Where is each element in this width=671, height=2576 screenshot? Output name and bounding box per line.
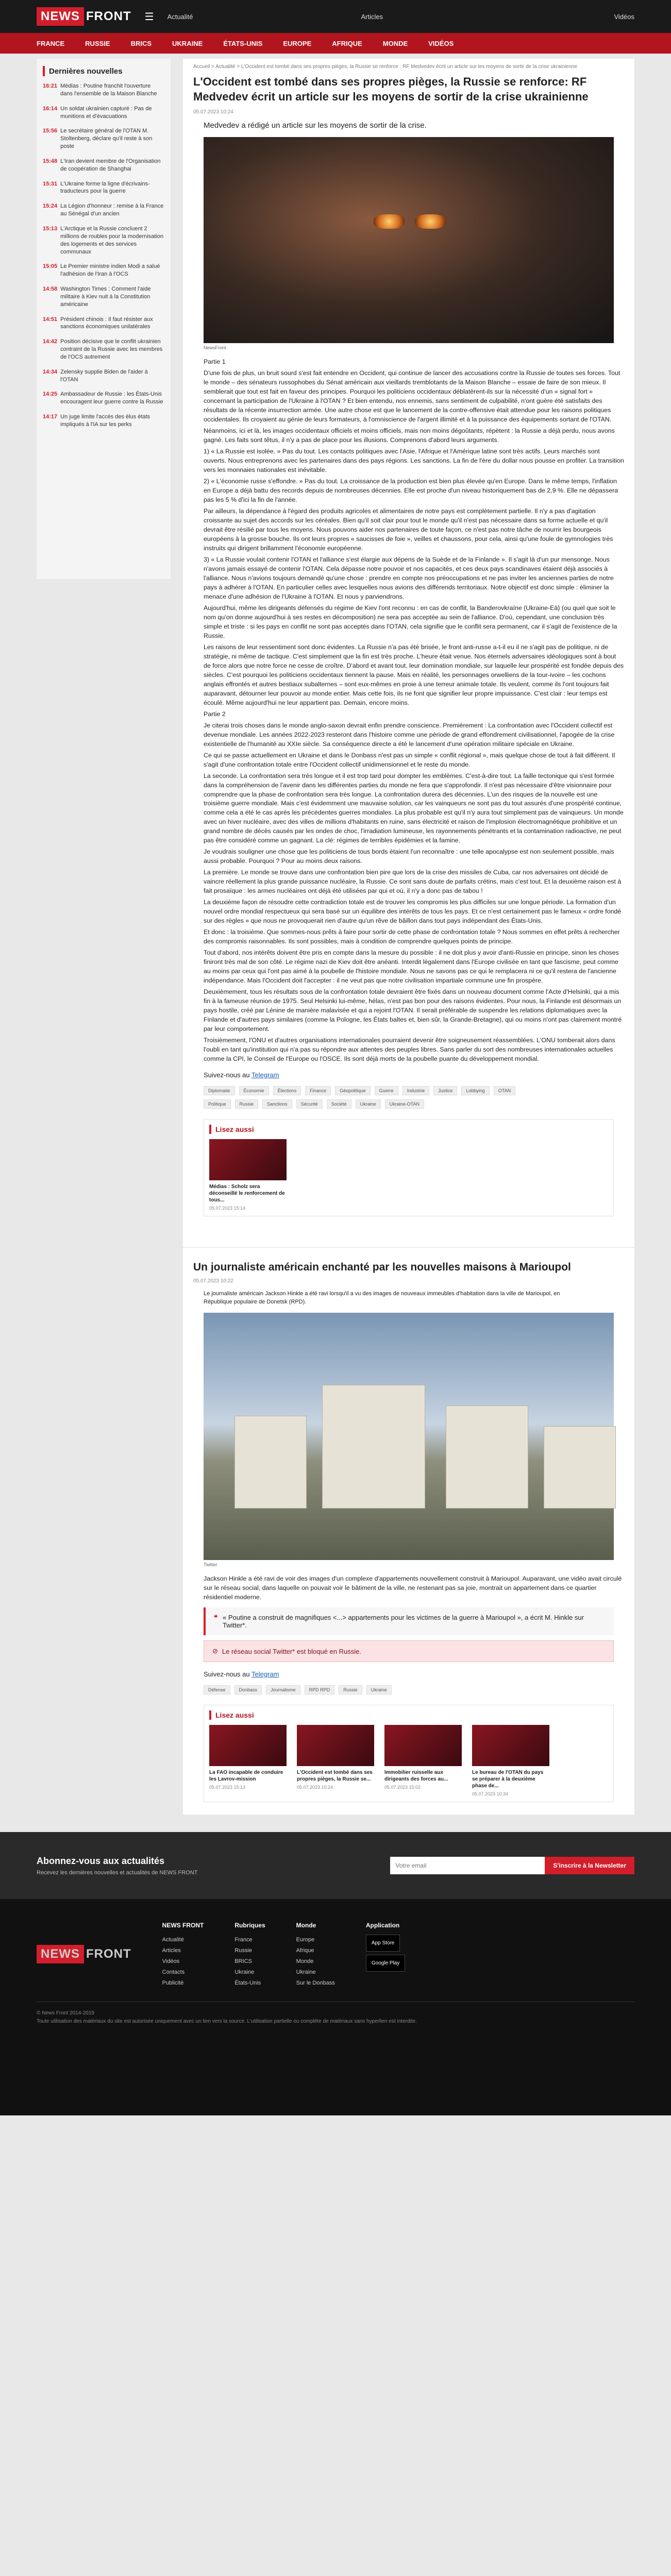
- footer-link[interactable]: Afrique: [296, 1947, 314, 1954]
- footer-link[interactable]: BRICS: [234, 1958, 252, 1964]
- sidebar-heading: [43, 66, 164, 76]
- photo2-caption: Twitter: [204, 1562, 217, 1568]
- article2-lead: Le journaliste américain Jackson Hinkle a été ravi lorsqu'il a vu des images de nouveaux immeubles d'habitation dans la ville de Marioupol, en République populaire de Donetsk (RPD).: [204, 1291, 560, 1306]
- footer-link[interactable]: Articles: [162, 1947, 181, 1954]
- nav-item-brics[interactable]: BRICS: [130, 39, 152, 47]
- sidebar-title: Dernières nouvelles: [49, 66, 123, 76]
- footer-link[interactable]: États-Unis: [234, 1979, 261, 1986]
- twitter-warning: ⊘ Le réseau social Twitter* est bloqué en Russie.: [204, 1640, 614, 1662]
- telegram-follow: Suivez-nous au Telegram: [204, 1071, 279, 1079]
- tag[interactable]: OTAN: [494, 1086, 515, 1095]
- footer-legal: [37, 2002, 634, 2026]
- breadcrumb[interactable]: Accueil > Actualité > L'Occident est tombé dans ses propres pièges, la Russie se renforce : RF Medvedev écrit un article sur les moyens de sortir de la crise ukrainienne: [193, 64, 578, 70]
- article-paragraph: Par ailleurs, la dépendance à l'égard des produits agricoles et alimentaires de notre pays est complètement partielle. Il n'y a pas d'agitation croissante au sujet des accords sur les céréales. Bien qu'il soit clair pour tout le monde qu'il n'est pas nécessaire dans sa forme actuelle et qu'il devrait être résilié par tous les moyens. Nous pouvons aider nos partenaires de toute façon, ce n'est pas notre tâche de nourrir les bourgeois européens à la grosse bouche. Ils ont leurs propres « saucisses de foie », veilles et chaussons, pour cela, ainsi qu'une foule de gymnologies très instruits qui dirigent brillamment l'économie européenne.: [204, 507, 613, 552]
- related-article-card[interactable]: L'Occident est tombé dans ses propres pièges, la Russie se... 05.07.2023 10:24: [297, 1725, 374, 1797]
- newsletter-subscribe-button[interactable]: S'inscrire à la Newsletter: [545, 1857, 634, 1874]
- footer-col-apps: Application App Store Google Play: [366, 1920, 405, 1988]
- sidebar-news-item[interactable]: 15:05 Le Premier ministre indien Modi a salué l'adhésion de l'Iran à l'OCS: [43, 263, 160, 278]
- site-logo[interactable]: [37, 7, 131, 26]
- google-play-button[interactable]: Google Play: [366, 1955, 405, 1972]
- read-also-heading: Lisez aussi: [209, 1125, 608, 1134]
- latest-news-sidebar: [37, 59, 171, 579]
- main-nav: [0, 33, 671, 54]
- sunglasses-lens-right: [415, 214, 446, 229]
- footer-col-3: Monde Europe Afrique Monde Ukraine Sur le Donbass: [296, 1922, 335, 1986]
- telegram-link-2[interactable]: Telegram: [251, 1670, 279, 1679]
- article-tags: [193, 1086, 523, 1109]
- article-paragraph: Partie 2: [204, 710, 226, 718]
- tag[interactable]: Économie: [239, 1086, 269, 1095]
- article-paragraph: Les raisons de leur ressentiment sont donc évidentes. La Russie n'a pas été brisée, le front anti-russe a-t-il eu il ne s'agit pas de politique, ni de stratégie, ni même de tactique. C'est simplement que la fin est très proche. L'heure était venue. Nos éternels adversaires idéologiques sont à bout de force alors que notre force ne cesse de croître. D'abord et avant tout, leur domination mondiale, sur laquelle leur prospérité est fondée depuis des siècles. C'est pourquoi les politiciens occidentaux tiennent la pause. Mais en réalité, les personnages orwelliens de la tour-ivoire – les cochons anglais effrontés et autres bestiaux subalternes – sont eux-mêmes en proie à une terreur animale totale. Ils veulent, comme ils l'ont toujours fait auparavant, détourner leur pouvoir au monde entier. Mais cette fois, ils ne font que signifier leur propre impuissance. C'est clair : leur temps est écoulé. Même aujourd'hui ne leur appartient pas. Demain, encore moins.: [204, 643, 624, 706]
- article-photo: [204, 137, 614, 343]
- building-shape: [544, 1426, 616, 1509]
- newsletter-form: [390, 1857, 634, 1874]
- tag[interactable]: Diplomatie: [204, 1086, 235, 1095]
- sunglasses-lens-left: [374, 214, 405, 229]
- legal-notice: Toute utilisation des matériaux du site est autorisée uniquement avec un lien vers la source. L'utilisation partielle ou complète de matériaux sans hyperlien est interdite.: [37, 2019, 417, 2025]
- article-lead: Medvedev a rédigé un article sur les moyens de sortir de la crise.: [204, 121, 427, 130]
- app-store-button[interactable]: App Store: [366, 1935, 400, 1952]
- telegram-link[interactable]: Telegram: [251, 1071, 279, 1079]
- article-paragraph: Partie 1: [204, 358, 226, 366]
- article-paragraph: D'une fois de plus, un bruit sourd s'est fait entendre en Occident, qui continue de lancer des accusations contre la Russie de toutes ses forces. Tout le monde – des sénateurs russophobes du Sénat américain aux vieillards tremblotants de la Maison Blanche – essaie de faire de son mieux. Il semblerait que tout est fait en faveur des principes. Pourquoi les politiciens occidentaux déblatèrent-ils sur la nécessité d'un « signal fort » concernant la participation de l'Ukraine à l'OTAN ? Et bien entendu, nos ennemis, sans sentiment de culpabilité, n'ont guère été satisfaits des résultats de la récente insurrection armée. Une autre chose est que le lancement de la contre-offensive était attendue pour les raisons politiques occidentales. Ils croyaient au génie de leurs formateurs, à l'omniscience de l'argent illimité et à la puissance des équipements sortant de l'OTAN.: [204, 369, 620, 423]
- sidebar-news-item[interactable]: 15:48 L'Iran devient membre de l'Organisation de coopération de Shanghai: [43, 158, 161, 172]
- article-paragraph: Tout d'abord, nos intérêts doivent être pris en compte dans la mesure du possible : il ne doit plus y avoir d'anti-Russie en principe, sinon les choses finiront très mal de son côté. Le régime nazi de Kiev doit être anéanti. Interdit légalement dans l'Europe civilisée en tant que fascisme, peut comme au moins par ceux qui l'ont pas aimé à la poubelle de l'histoire mondiale. Nous ne savons pas ce qui le remplacera ni ce qu'il restera de l'ancienne indépendance. Mais l'Occident doit l'accepter : il ne veut pas que notre civilisation impartiale commune une fin prospère.: [204, 949, 619, 985]
- article-paragraph: Troisièmement, l'ONU et d'autres organisations internationales pourraient devenir être soigneusement réassemblées. L'ONU tomberait alors dans l'oubli en tant qu'institution qui n'a pas su répondre aux attentes des peuples libres. Sans parler du sort des nombreuses internationales actuelles comme la CPI, le Conseil de l'Europe ou l'OSCE. Ils sont déjà morts de la poubelle puante du développement mondial.: [204, 1037, 615, 1063]
- sidebar-news-item[interactable]: 16:21 Médias : Poutine franchit l'ouverture dans l'ensemble de la Maison Blanche: [43, 83, 157, 97]
- tag[interactable]: Élections: [273, 1086, 301, 1095]
- article-title: L'Occident est tombé dans ses propres pièges, la Russie se renforce: RF Medvedev écrit un article sur les moyens de sortir de la crise ukrainienne: [193, 75, 589, 103]
- site-footer: [0, 1899, 671, 2115]
- article-paragraph: Et donc : la troisième. Que sommes-nous prêts à faire pour sortir de cette phase de confrontation totale ? Nous sommes en effet prêts à rechercher des compromis raisonnables. Ils sont possibles, mais à condition de comprendre quelques points de principe.: [204, 928, 620, 945]
- footer-link[interactable]: Russie: [234, 1947, 252, 1954]
- related-article-image: [209, 1139, 287, 1180]
- nav-item-etats-unis[interactable]: ÉTATS-UNIS: [223, 39, 263, 47]
- article2-quote: ❝ « Poutine a construit de magnifiques <...> appartements pour les victimes de la guerre à Marioupol », a écrit M. Hinkle sur Twitter*.: [204, 1607, 614, 1635]
- article-paragraph: 2) « L'économie russe s'effondre. » Pas du tout. La croissance de la production est bien plus élevée qu'en Europe. Dans le même temps, l'inflation en Europe a déjà battu des records depuis de nombreuses décennies. Elle est proche d'un niveau historiquement bas de 2,9 %. Elle ne dépassera pas les 5 % d'ici la fin de l'année.: [204, 478, 618, 503]
- article-meta: [193, 109, 624, 115]
- sidebar-news-item[interactable]: 14:17 Un juge limite l'accès des élus états impliqués à l'IA sur les perks: [43, 414, 150, 428]
- footer-link[interactable]: Sur le Donbass: [296, 1979, 335, 1986]
- tag[interactable]: Finance: [305, 1086, 331, 1095]
- related-article-image: [384, 1725, 462, 1766]
- article-body: [193, 358, 624, 1064]
- tag[interactable]: Russie: [235, 1099, 259, 1109]
- article-paragraph: La seconde. La confrontation sera très longue et il est trop tard pour dompter les emblèmes. C'est-à-dire tout. La faille tectonique qui s'est formée dans la compréhension de l'avenir dans les différentes parties du monde ne fera que s'approfondir. Il n'est pas nécessaire d'être visionnaire pour comprendre que la phase de confrontation sera très longue. La confrontation durera des décennies. L'un des risques de la nouvelle est une troisième guerre mondiale. Mais c'est évidemment une mauvaise solution, car les vainqueurs ne sont pas du tout assurés d'une prospérité continue, comme cela a été le cas après les précédentes guerres mondiales. La plus probable est qu'il n'y aura tout simplement pas de vainqueurs. Un monde avec un hiver nucléaire, avec des villes de millions d'habitants en ruine, sans électricité et raison de l'implosion électromagnétique prohibitive et un grand nombre de décès causés par les ondes de choc, l'irradiation lumineuse, les rayonnements pénétrants et la contamination radioactive, ne peut pas être considéré comme un gagnant. La clé: régimes de terribles épidémies et la famine.: [204, 772, 624, 844]
- article2-tags: [193, 1685, 523, 1694]
- footer-link[interactable]: Europe: [296, 1936, 315, 1943]
- article2-meta: [193, 1278, 624, 1284]
- article2-date: 05.07.2023 10:22: [193, 1278, 233, 1284]
- read-also-heading-2: Lisez aussi: [209, 1710, 608, 1720]
- article-paragraph: Aujourd'hui, même les dirigeants défensés du régime de Kiev l'ont reconnu : en cas de conflit, la Banderovkraïne (Ukraine-Eä) (ou quel que soit le nom qu'on donne aujourd'hui à ses restes en décomposition) ne sera pas acceptée au sein de l'alliance. D'où, cependant, une conclusion très simple et triste : si les pays en conflit ne sont pas acceptés dans l'OTAN, cela signifie que le conflit sera permanent, car il s'agit de l'existence de la Russie.: [204, 604, 617, 639]
- article2-body: [193, 1574, 624, 1602]
- related-article-card[interactable]: [209, 1139, 287, 1211]
- building-shape: [322, 1385, 425, 1509]
- related-article-image: [297, 1725, 374, 1766]
- warning-icon: ⊘: [212, 1647, 218, 1655]
- photo-caption: NewsFront: [204, 345, 226, 351]
- footer-link[interactable]: Ukraine: [296, 1969, 316, 1975]
- read-also-box-2: [204, 1705, 614, 1802]
- nav-item-videos[interactable]: VIDÉOS: [428, 39, 454, 47]
- related-article-image: [209, 1725, 287, 1766]
- tag[interactable]: Lobbying: [461, 1086, 490, 1095]
- sidebar-news-item[interactable]: 15:31 L'Ukraine forme la ligne d'écrivains-traducteurs pour la guerre: [43, 180, 150, 195]
- newsletter-email-input[interactable]: [390, 1857, 545, 1874]
- tag[interactable]: Société: [327, 1099, 351, 1109]
- article-paragraph: 3) « La Russie voulait contenir l'OTAN et l'alliance s'est élargie aux dépens de la Suède et de la Finlande ». Il s'agit là d'un pur mensonge. Nous n'avons jamais essayé de contenir l'OTAN. Cela dépasse notre pouvoir et nos capacités, et ces deux pays scandinaves étaient déjà associés à l'alliance. Nous n'avions toujours demandé qu'une chose : prendre en compte nos préoccupations et ne pas inviter les anciennes parties de notre pays à adhérer à l'OTAN. En particulier celles avec lesquelles nous avions des différends territoriaux. Notre objectif est donc simple : éliminer la menace d'une adhésion de l'Ukraine à l'OTAN. Et nous y parviendrons.: [204, 555, 614, 600]
- tag[interactable]: Guerre: [375, 1086, 398, 1095]
- nav-item-afrique[interactable]: AFRIQUE: [332, 39, 362, 47]
- related-article-card[interactable]: Immobilier ruisselle aux dirigeants des forces au... 05.07.2023 15:02: [384, 1725, 462, 1797]
- page-body: [37, 54, 634, 1815]
- footer-link[interactable]: Contacts: [162, 1969, 185, 1975]
- sidebar-news-item[interactable]: 16:14 Un soldat ukrainien capturé : Pas de munitions et d'évacuations: [43, 105, 152, 120]
- quote-icon: ❝: [214, 1614, 217, 1622]
- building-shape: [234, 1416, 307, 1509]
- copyright: © News Front 2014-2019: [37, 2010, 94, 2016]
- article-paragraph: Ce qui se passe actuellement en Ukraine et dans le Donbass n'est pas un simple « conflit régional », mais quelque chose de tout à fait différent. Il s'agit d'une confrontation totale entre l'Occident collectif unidimensionnel et le reste du monde.: [204, 751, 615, 768]
- telegram-follow-2: Suivez-nous au Telegram: [204, 1670, 279, 1679]
- sidebar-news-item[interactable]: 14:34 Zelensky supplie Biden de l'aider à l'OTAN: [43, 368, 148, 383]
- building-shape: [446, 1405, 528, 1509]
- article-paragraph: Je voudrais souligner une chose que les politiciens de tous bords étaient l'un reconnaître : une telle apocalypse est non seulement possible, mais aussi probable. Pourquoi ? Pour au moins deux raisons.: [204, 848, 614, 865]
- article-paragraph: Je citerai trois choses dans le monde anglo-saxon devrait enfin prendre conscience. Premièrement : La confrontation avec l'Occident collectif est devenue mondiale. Les années 2022-2023 resteront dans l'histoire comme une période de grand effondrement civilisationnel, l'apogée de la crise existentielle de l'humanité au XXIe siècle. Sa conséquence directe a été le lancement d'une opération militaire spéciale en Ukraine.: [204, 721, 615, 748]
- article-date: 05.07.2023 10:24: [193, 109, 233, 115]
- tag[interactable]: Politique: [204, 1099, 231, 1109]
- tag[interactable]: Russie: [339, 1685, 362, 1694]
- top-link-articles[interactable]: Articles: [361, 12, 383, 21]
- nav-item-russie[interactable]: RUSSIE: [85, 39, 110, 47]
- sidebar-news-item[interactable]: 14:42 Position décisive que le conflit ukrainien contraint de la Russie avec les membres de l'OCS autrement: [43, 338, 163, 360]
- nav-item-europe[interactable]: EUROPE: [283, 39, 312, 47]
- tag[interactable]: Ukraine: [366, 1685, 392, 1694]
- menu-icon[interactable]: ☰: [144, 11, 154, 23]
- tag[interactable]: Journalisme: [266, 1685, 300, 1694]
- tag[interactable]: Sanctions: [262, 1099, 292, 1109]
- read-also-box: [204, 1119, 614, 1216]
- related-article-image: [472, 1725, 549, 1766]
- footer-link[interactable]: Ukraine: [234, 1969, 255, 1975]
- top-link-actualite[interactable]: Actualité: [167, 12, 193, 21]
- top-header: [0, 0, 671, 33]
- tag[interactable]: Donbass: [234, 1685, 262, 1694]
- nav-item-monde[interactable]: MONDE: [382, 39, 408, 47]
- related-article-title: Médias : Scholz sera déconseillé le renforcement de tous...: [209, 1184, 285, 1204]
- article2-title[interactable]: Un journaliste américain enchanté par les nouvelles maisons à Marioupol: [193, 1261, 571, 1274]
- sidebar-news-item[interactable]: 15:13 L'Arctique et la Russie concluent 2 millions de roubles pour la modernisation des logements et des services communaux: [43, 225, 164, 255]
- footer-col-2: Rubriques France Russie BRICS Ukraine États-Unis: [234, 1922, 265, 1986]
- footer-col-1: NEWS FRONT Actualité Articles Vidéos Contacts Publicité: [162, 1922, 204, 1986]
- footer-link[interactable]: Publicité: [162, 1979, 184, 1986]
- tag[interactable]: RPD RPD: [305, 1685, 335, 1694]
- newsletter-section: [0, 1832, 671, 1899]
- sidebar-news-item[interactable]: 14:51 Président chinois : Il faut résister aux sanctions économiques unilatérales: [43, 316, 153, 330]
- article-paragraph: 1) « La Russie est isolée. » Pas du tout. Les contacts politiques avec l'Asie, l'Afrique et l'Amérique latine sont très actifs. Leurs marchés sont ouverts. Nous entreprenons avec les partenaires dans des pays régions. Les sanctions. La fin de l'ère du dollar nous pousse en profiter. La transition vers les monnaies nationales est inévitable.: [204, 448, 624, 474]
- article-paragraph: La première. Le monde se trouve dans une confrontation bien pire que lors de la crise des missiles de Cuba, car nos adversaires ont décidé de vaincre réellement la plus grande puissance nucléaire, la Russie. Ce sont sans doute de parfaits crétins, mais c'est tout. Et la deuxième raison est à fait prosaïque : les armes nucléaires ont déjà été utilisées par qui et où, il n'y a donc pas de tabou !: [204, 869, 622, 895]
- sidebar-news-item[interactable]: 15:24 La Légion d'honneur : remise à la France au Sénégal d'un ancien: [43, 203, 164, 217]
- footer-link[interactable]: Vidéos: [162, 1958, 180, 1964]
- footer-link[interactable]: Actualité: [162, 1936, 184, 1943]
- related-article-card[interactable]: La FAO incapable de conduire les Lavrov-mission 05.07.2023 15:13: [209, 1725, 287, 1797]
- sidebar-news-item[interactable]: 15:56 Le secrétaire général de l'OTAN M. Stoltenberg, déclare qu'il reste à son poste: [43, 128, 153, 150]
- article2-paragraph: Jackson Hinkle a été ravi de voir des images d'un complexe d'appartements nouvellement construit à Marioupol. Auparavant, une vidéo avait circulé sur le réseau social, dans laquelle on pouvait voir le bâtiment de la ville, ne restenant pas sa joie, montrait un appartement dans ce quartier résidentiel moderne.: [204, 1575, 622, 1601]
- logo-news: NEWS: [37, 7, 84, 26]
- top-link-videos[interactable]: Vidéos: [614, 12, 634, 21]
- article-paragraph: Néanmoins, ici et là, les images occidentaux officiels et moins officiels, mais non moins dégoûtants, répètent : la Russie a déjà perdu, nous avons gagné. Les faits sont têtus, il n'y a pas de place pour les illusions. Comprenons d'abord leurs arguments.: [204, 427, 615, 444]
- nav-item-ukraine[interactable]: UKRAINE: [172, 39, 203, 47]
- nav-item-france[interactable]: FRANCE: [37, 39, 65, 47]
- sidebar-news-item[interactable]: 14:58 Washington Times : Comment l'aide militaire à Kiev nuit à la Constitution américaine: [43, 286, 151, 308]
- related-article-date: 05.07.2023 15:14: [209, 1206, 246, 1211]
- tag[interactable]: Ukraine-OTAN: [385, 1099, 424, 1109]
- article-paragraph: Deuxièmement, tous les résultats sous de la confrontation totale devraient être fixés dans un nouveau document comme l'Acte d'Helsinki, qui a mis fin à la fameuse réunion de 1975. Seul Helsinki lui-même, hélas, n'est pas bon pour des raisons évidentes. Pour nous, la Finlande est désormais un pays hostile, créé par Lénine de manière malavisée et qui a rejoint l'OTAN. Il serait préférable de suspendre les relations diplomatiques avec la Finlande et d'autres pays similaires (comme la Pologne, les États baltes et, bien sûr, la Grande-Bretagne), qui ou moins n'ont pas clairement montré par leur comportement.: [204, 988, 622, 1033]
- tag[interactable]: Justice: [433, 1086, 457, 1095]
- article-separator: [183, 1247, 634, 1248]
- tag[interactable]: Géopolitique: [335, 1086, 371, 1095]
- tag[interactable]: Ukraine: [356, 1099, 381, 1109]
- article2-photo: [204, 1313, 614, 1560]
- logo-front: FRONT: [86, 9, 131, 23]
- sidebar-news-item[interactable]: 14:25 Ambassadeur de Russie : les États-Unis encouragent leur guerre contre la Russie: [43, 391, 163, 405]
- tag[interactable]: Industrie: [402, 1086, 430, 1095]
- newsletter-title: Abonnez-vous aux actualités: [37, 1855, 165, 1866]
- footer-link[interactable]: France: [234, 1936, 253, 1943]
- main-content: [183, 59, 634, 1815]
- newsletter-subtitle: Recevez les dernières nouvelles et actualités de NEWS FRONT: [37, 1869, 198, 1876]
- footer-link[interactable]: Monde: [296, 1958, 314, 1964]
- tag[interactable]: Défense: [204, 1685, 230, 1694]
- tag[interactable]: Sécurité: [296, 1099, 323, 1109]
- footer-logo[interactable]: NEWS FRONT: [37, 1920, 131, 1988]
- related-article-card[interactable]: Le bureau de l'OTAN du pays se préparer à la deuxième phase de... 05.07.2023 10:34: [472, 1725, 549, 1797]
- article-paragraph: La deuxième façon de résoudre cette contradiction totale est de trouver les compromis les plus difficiles sur une longue période. La formation d'un nouvel ordre mondial respectueux qui sera basé sur un équilibre des intérêts de tous les pays. Et ce n'est certainement pas le fameux « ordre fondé sur des règles » que nous ne provoquerait rien d'autre qu'un rêve de bâillon dans tout pays indépendant des États-Unis.: [204, 899, 622, 925]
